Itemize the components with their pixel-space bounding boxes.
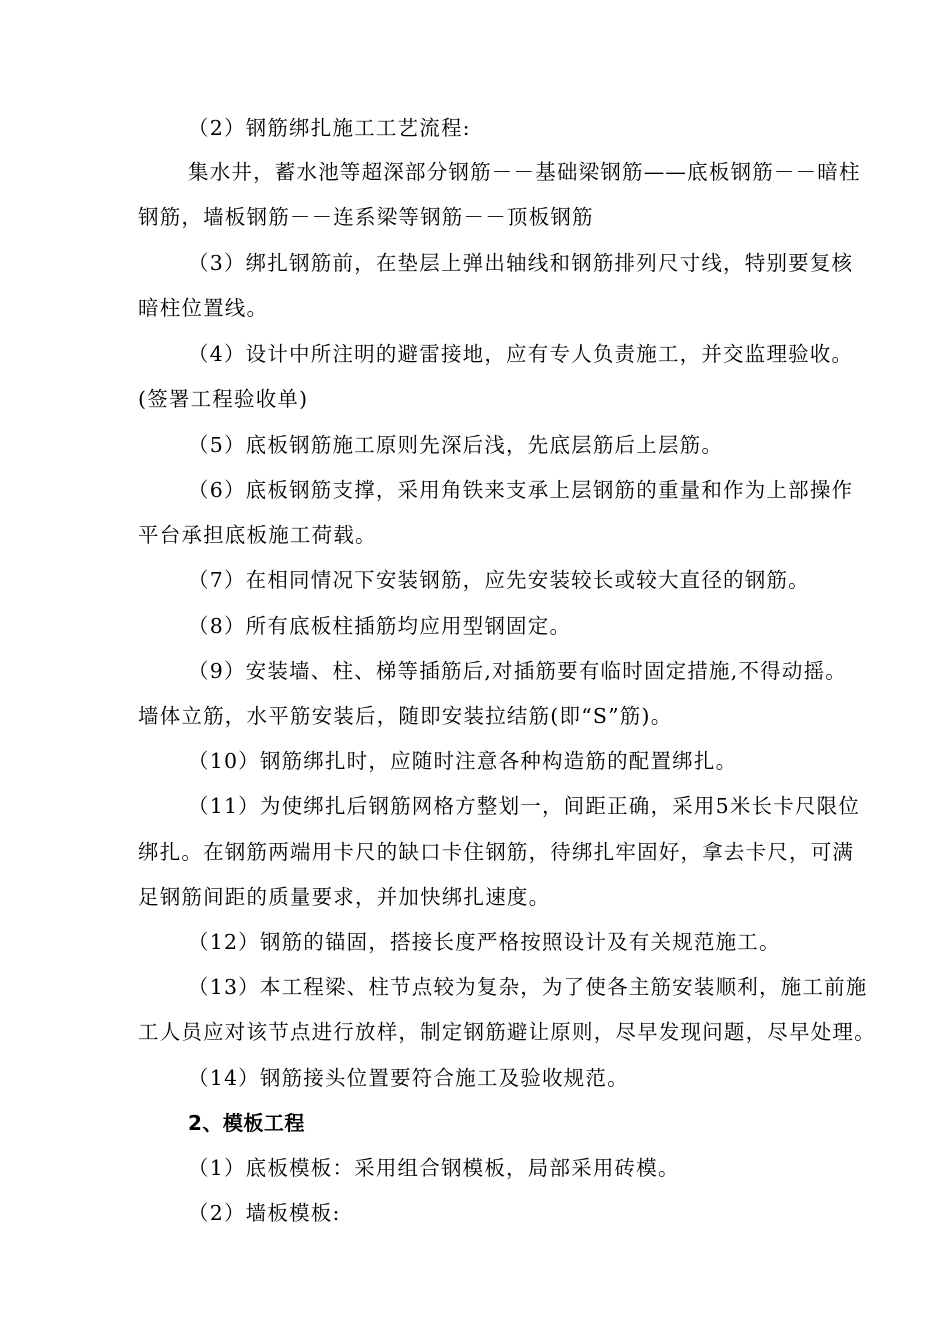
paragraph-line: 墙体立筋，水平筋安装后，随即安装拉结筋(即“S”筋)。 xyxy=(138,704,673,728)
paragraph-line: （5）底板钢筋施工原则先深后浅，先底层筋后上层筋。 xyxy=(188,433,724,457)
paragraph-line: （13）本工程梁、柱节点较为复杂，为了使各主筋安装顺利，施工前施 xyxy=(188,975,868,999)
paragraph-line: （3）绑扎钢筋前，在垫层上弹出轴线和钢筋排列尺寸线，特别要复核 xyxy=(188,251,854,275)
paragraph-line: （9）安装墙、柱、梯等插筋后,对插筋要有临时固定措施,不得动摇。 xyxy=(188,659,847,683)
paragraph-line: 工人员应对该节点进行放样，制定钢筋避让原则，尽早发现问题，尽早处理。 xyxy=(138,1020,876,1044)
paragraph-line: 集水井，蓄水池等超深部分钢筋－－基础梁钢筋——底板钢筋－－暗柱 xyxy=(188,160,861,184)
paragraph-line: （10）钢筋绑扎时，应随时注意各种构造筋的配置绑扎。 xyxy=(188,749,738,773)
paragraph-line: （2）墙板模板: xyxy=(188,1201,341,1225)
paragraph-line: 暗柱位置线。 xyxy=(138,296,269,320)
section-heading: 2、模板工程 xyxy=(188,1111,305,1135)
paragraph-line: (签署工程验收单) xyxy=(138,387,309,411)
paragraph-line: （8）所有底板柱插筋均应用型钢固定。 xyxy=(188,614,572,638)
paragraph-line: 绑扎。在钢筋两端用卡尺的缺口卡住钢筋，待绑扎牢固好，拿去卡尺，可满 xyxy=(138,840,855,864)
paragraph-line: （2）钢筋绑扎施工工艺流程: xyxy=(188,116,471,140)
paragraph-line: （14）钢筋接头位置要符合施工及验收规范。 xyxy=(188,1066,629,1090)
paragraph-line: 平台承担底板施工荷载。 xyxy=(138,523,377,547)
paragraph-line: （11）为使绑扎后钢筋网格方整划一，间距正确，采用5米长卡尺限位 xyxy=(188,794,861,818)
paragraph-line: （4）设计中所注明的避雷接地，应有专人负责施工，并交监理验收。 xyxy=(188,342,854,366)
paragraph-line: （12）钢筋的锚固，搭接长度严格按照设计及有关规范施工。 xyxy=(188,930,781,954)
paragraph-line: 钢筋，墙板钢筋－－连系梁等钢筋－－顶板钢筋 xyxy=(138,205,594,229)
paragraph-line: 足钢筋间距的质量要求，并加快绑扎速度。 xyxy=(138,885,551,909)
paragraph-line: （7）在相同情况下安装钢筋，应先安装较长或较大直径的钢筋。 xyxy=(188,568,810,592)
paragraph-line: （1）底板模板：采用组合钢模板，局部采用砖模。 xyxy=(188,1156,680,1180)
paragraph-line: （6）底板钢筋支撑，采用角铁来支承上层钢筋的重量和作为上部操作 xyxy=(188,478,854,502)
